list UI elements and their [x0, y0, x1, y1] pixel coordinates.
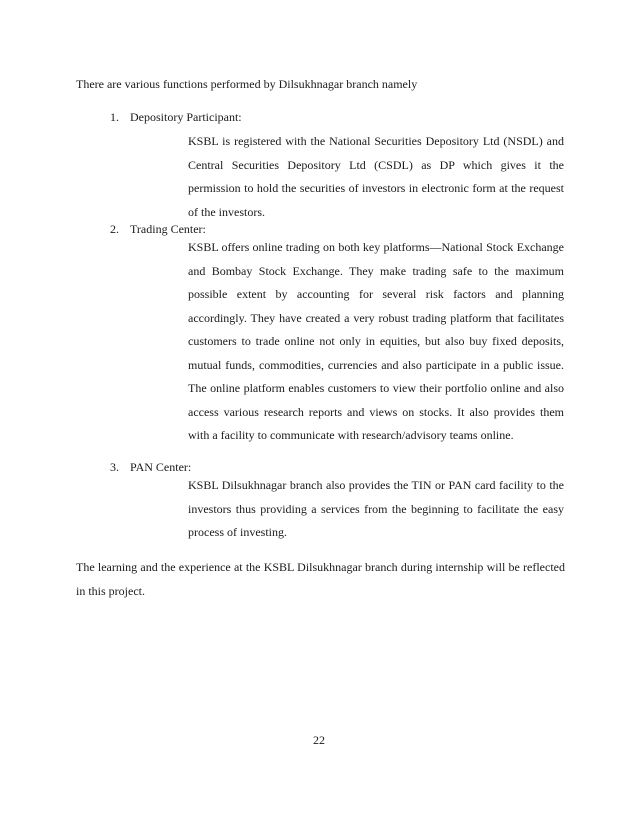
list-item-title: Trading Center: [130, 222, 206, 236]
list-number: 1. [110, 110, 119, 124]
page-number: 22 [313, 733, 325, 747]
list-number: 3. [110, 460, 119, 474]
list-item-body: KSBL Dilsukhnagar branch also provides the TIN or PAN card facility to the investors thus providing a services from the beginning to facilitate the easy process of investing. [188, 478, 564, 539]
list-item-body: KSBL offers online trading on both key platforms—National Stock Exchange and Bombay Stock Exchange. They make trading safe to the maximum possible extent by accounting for several risk factors and planning accordingly. They have created a very robust trading platform that facilitates customers to trade online not only in equities, but also buy fixed deposits, mutual funds, commodities, currencies and also participate in a public issue. The online platform enables customers to view their portfolio online and also access various research reports and views on stocks. It also provides them with a facility to communicate with research/advisory teams online. [188, 240, 564, 442]
list-item-title: Depository Participant: [130, 110, 242, 124]
list-number: 2. [110, 222, 119, 236]
list-item-depository-participant [110, 109, 242, 125]
list-item-body: KSBL is registered with the National Securities Depository Ltd (NSDL) and Central Securities Depository Ltd (CSDL) as DP which gives it the permission to hold the securities of investors in electronic form at the request of the investors. [188, 134, 564, 219]
list-item-pan-center [110, 459, 191, 475]
list-item-title: PAN Center: [130, 460, 192, 474]
intro-paragraph: There are various functions performed by Dilsukhnagar branch namely [76, 77, 418, 91]
list-item-trading-center [110, 221, 206, 237]
closing-paragraph: The learning and the experience at the KSBL Dilsukhnagar branch during internship will be reflected in this project. [76, 560, 565, 598]
